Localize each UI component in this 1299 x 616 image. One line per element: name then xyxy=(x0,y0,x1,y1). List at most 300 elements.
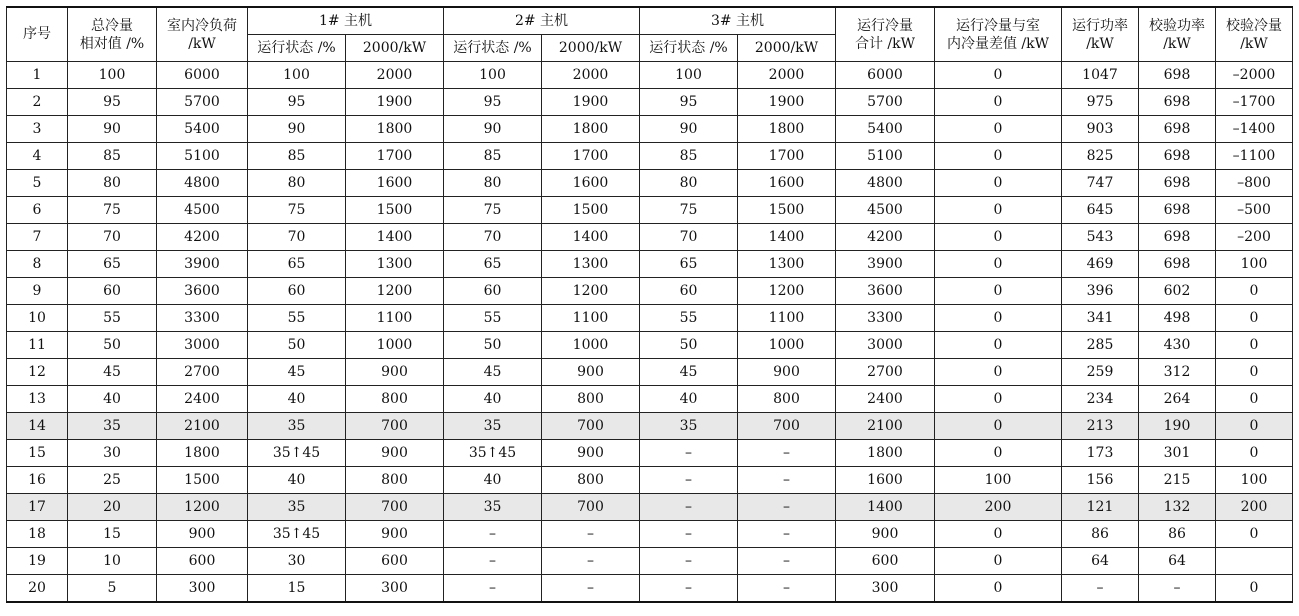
table-cell: 0 xyxy=(935,278,1062,305)
table-cell: 1800 xyxy=(836,440,935,467)
table-cell: 75 xyxy=(248,197,346,224)
table-cell: – xyxy=(640,521,738,548)
table-cell: 600 xyxy=(346,548,444,575)
table-cell: 3600 xyxy=(157,278,248,305)
table-cell: –1400 xyxy=(1216,116,1293,143)
table-cell: 14 xyxy=(7,413,68,440)
table-cell: 5700 xyxy=(836,89,935,116)
table-cell: 80 xyxy=(640,170,738,197)
table-cell: 95 xyxy=(68,89,157,116)
table-cell: 45 xyxy=(248,359,346,386)
table-cell: 1700 xyxy=(542,143,640,170)
table-cell: 1100 xyxy=(738,305,836,332)
table-cell: 75 xyxy=(444,197,542,224)
table-cell: 50 xyxy=(68,332,157,359)
table-cell: 1200 xyxy=(157,494,248,521)
table-cell: 90 xyxy=(640,116,738,143)
table-cell: 700 xyxy=(346,494,444,521)
table-cell: 1900 xyxy=(346,89,444,116)
table-cell: 173 xyxy=(1062,440,1139,467)
table-cell: 13 xyxy=(7,386,68,413)
table-cell: – xyxy=(444,575,542,603)
table-cell: – xyxy=(738,494,836,521)
table-cell: 900 xyxy=(346,359,444,386)
table-cell: – xyxy=(640,575,738,603)
table-cell: 2000 xyxy=(542,62,640,89)
table-cell: 6 xyxy=(7,197,68,224)
table-cell: 0 xyxy=(1216,359,1293,386)
header-unit-3-capacity: 2000/kW xyxy=(738,35,836,62)
table-cell: 3 xyxy=(7,116,68,143)
table-cell: 80 xyxy=(444,170,542,197)
table-cell: 1000 xyxy=(738,332,836,359)
table-cell: 3900 xyxy=(836,251,935,278)
table-cell: 0 xyxy=(935,89,1062,116)
table-cell: 900 xyxy=(346,521,444,548)
table-cell: 35 xyxy=(68,413,157,440)
table-cell: 1700 xyxy=(738,143,836,170)
table-cell: – xyxy=(1062,575,1139,603)
table-cell: 300 xyxy=(346,575,444,603)
table-cell: 600 xyxy=(836,548,935,575)
table-cell: 40 xyxy=(248,467,346,494)
table-cell: – xyxy=(1139,575,1216,603)
table-cell: 0 xyxy=(1216,440,1293,467)
table-cell: 215 xyxy=(1139,467,1216,494)
table-cell: 95 xyxy=(444,89,542,116)
table-cell: 11 xyxy=(7,332,68,359)
table-body xyxy=(7,62,1293,603)
table-cell: 5 xyxy=(7,170,68,197)
table-cell: 1700 xyxy=(346,143,444,170)
table-cell: 17 xyxy=(7,494,68,521)
table-cell: 64 xyxy=(1062,548,1139,575)
table-cell: 10 xyxy=(7,305,68,332)
table-cell: 0 xyxy=(935,575,1062,603)
table-cell: 30 xyxy=(68,440,157,467)
table-cell: 234 xyxy=(1062,386,1139,413)
table-cell: 312 xyxy=(1139,359,1216,386)
table-cell: 40 xyxy=(248,386,346,413)
table-cell: 1300 xyxy=(542,251,640,278)
table-cell: 1100 xyxy=(542,305,640,332)
table-cell: 20 xyxy=(68,494,157,521)
table-cell: 900 xyxy=(157,521,248,548)
table-cell: 85 xyxy=(248,143,346,170)
table-cell: 90 xyxy=(444,116,542,143)
table-cell: 75 xyxy=(640,197,738,224)
table-cell: 5700 xyxy=(157,89,248,116)
table-cell: –200 xyxy=(1216,224,1293,251)
table-row xyxy=(7,62,1293,89)
table-cell: 35↑45 xyxy=(444,440,542,467)
table-cell: 55 xyxy=(444,305,542,332)
table-cell: – xyxy=(640,467,738,494)
table-cell: 132 xyxy=(1139,494,1216,521)
table-cell: 213 xyxy=(1062,413,1139,440)
table-cell: 55 xyxy=(68,305,157,332)
table-cell: 15 xyxy=(7,440,68,467)
table-cell: 1600 xyxy=(738,170,836,197)
table-cell: 40 xyxy=(68,386,157,413)
table-cell: 1900 xyxy=(542,89,640,116)
table-cell: 8 xyxy=(7,251,68,278)
table-cell: 645 xyxy=(1062,197,1139,224)
table-cell: 25 xyxy=(68,467,157,494)
table-cell: 698 xyxy=(1139,170,1216,197)
table-cell: – xyxy=(542,575,640,603)
table-cell: 1200 xyxy=(738,278,836,305)
table-row xyxy=(7,197,1293,224)
table-cell: 86 xyxy=(1139,521,1216,548)
table-cell: 498 xyxy=(1139,305,1216,332)
table-cell: 200 xyxy=(935,494,1062,521)
table-cell: 800 xyxy=(738,386,836,413)
table-cell: 4200 xyxy=(836,224,935,251)
table-cell: 200 xyxy=(1216,494,1293,521)
table-row xyxy=(7,467,1293,494)
table-cell: 469 xyxy=(1062,251,1139,278)
table-cell: 100 xyxy=(1216,251,1293,278)
table-row xyxy=(7,494,1293,521)
table-cell: 16 xyxy=(7,467,68,494)
table-cell: 0 xyxy=(935,386,1062,413)
table-cell: –1700 xyxy=(1216,89,1293,116)
table-cell: 100 xyxy=(248,62,346,89)
table-cell: 1500 xyxy=(542,197,640,224)
table-cell: 190 xyxy=(1139,413,1216,440)
table-row xyxy=(7,548,1293,575)
table-cell: 700 xyxy=(542,494,640,521)
header-running-power: 运行功率 /kW xyxy=(1062,7,1139,62)
table-cell: 2 xyxy=(7,89,68,116)
table-row xyxy=(7,278,1293,305)
table-cell: 100 xyxy=(1216,467,1293,494)
header-unit-2-status: 运行状态 /% xyxy=(444,35,542,62)
table-cell: 65 xyxy=(68,251,157,278)
table-cell: – xyxy=(738,521,836,548)
table-cell: 6000 xyxy=(836,62,935,89)
table-cell: 4500 xyxy=(157,197,248,224)
table-cell: 0 xyxy=(935,440,1062,467)
table-cell: 40 xyxy=(444,467,542,494)
table-cell: 300 xyxy=(836,575,935,603)
table-cell: 95 xyxy=(248,89,346,116)
table-cell: 341 xyxy=(1062,305,1139,332)
table-cell: 2400 xyxy=(157,386,248,413)
table-cell: 1500 xyxy=(738,197,836,224)
table-cell: 0 xyxy=(1216,305,1293,332)
table-row xyxy=(7,89,1293,116)
table-cell: 55 xyxy=(640,305,738,332)
table-cell: – xyxy=(542,521,640,548)
table-cell: 0 xyxy=(1216,521,1293,548)
chiller-table xyxy=(6,6,1293,603)
table-cell: 1000 xyxy=(346,332,444,359)
table-cell: 85 xyxy=(444,143,542,170)
table-cell: 0 xyxy=(935,224,1062,251)
table-cell: 45 xyxy=(640,359,738,386)
table-cell: 0 xyxy=(935,359,1062,386)
table-cell: 900 xyxy=(346,440,444,467)
table-cell: 35 xyxy=(444,413,542,440)
table-cell: 5100 xyxy=(836,143,935,170)
table-cell: 1400 xyxy=(836,494,935,521)
table-cell: 2000 xyxy=(738,62,836,89)
table-cell: 40 xyxy=(444,386,542,413)
table-cell: – xyxy=(444,548,542,575)
header-index: 序号 xyxy=(7,7,68,62)
table-cell: 698 xyxy=(1139,197,1216,224)
table-cell: 3600 xyxy=(836,278,935,305)
table-cell: – xyxy=(738,440,836,467)
table-cell: 259 xyxy=(1062,359,1139,386)
table-cell: 1600 xyxy=(836,467,935,494)
table-cell: 700 xyxy=(346,413,444,440)
table-cell: 100 xyxy=(68,62,157,89)
table-cell: 430 xyxy=(1139,332,1216,359)
table-cell: 9 xyxy=(7,278,68,305)
table-cell: 30 xyxy=(248,548,346,575)
header-unit-3: 3# 主机 xyxy=(640,7,836,35)
table-cell: 5100 xyxy=(157,143,248,170)
table-cell: 64 xyxy=(1139,548,1216,575)
table-cell: 35↑45 xyxy=(248,440,346,467)
table-cell: 55 xyxy=(248,305,346,332)
table-cell: – xyxy=(640,494,738,521)
table-cell: 60 xyxy=(68,278,157,305)
table-cell: 2400 xyxy=(836,386,935,413)
table-cell: 50 xyxy=(444,332,542,359)
table-cell: 700 xyxy=(738,413,836,440)
table-cell: –1100 xyxy=(1216,143,1293,170)
header-check-cooling: 校验冷量 /kW xyxy=(1216,7,1293,62)
table-cell: 543 xyxy=(1062,224,1139,251)
table-cell: 2100 xyxy=(157,413,248,440)
table-cell: 121 xyxy=(1062,494,1139,521)
table-cell: 1800 xyxy=(542,116,640,143)
table-cell: – xyxy=(738,548,836,575)
table-cell: 100 xyxy=(640,62,738,89)
table-cell: 35 xyxy=(248,413,346,440)
table-cell: 7 xyxy=(7,224,68,251)
table-cell: 156 xyxy=(1062,467,1139,494)
table-row xyxy=(7,224,1293,251)
table-cell: 1800 xyxy=(157,440,248,467)
table-cell: 800 xyxy=(346,386,444,413)
table-cell xyxy=(1216,548,1293,575)
table-cell: 698 xyxy=(1139,62,1216,89)
table-cell: 1400 xyxy=(542,224,640,251)
table-cell: 6000 xyxy=(157,62,248,89)
table-row xyxy=(7,359,1293,386)
table-cell: 903 xyxy=(1062,116,1139,143)
table-cell: 747 xyxy=(1062,170,1139,197)
table-cell: 4800 xyxy=(836,170,935,197)
table-cell: 0 xyxy=(935,413,1062,440)
table-cell: 3000 xyxy=(157,332,248,359)
table-cell: 1047 xyxy=(1062,62,1139,89)
table-cell: 90 xyxy=(68,116,157,143)
table-cell: 285 xyxy=(1062,332,1139,359)
table-cell: 800 xyxy=(346,467,444,494)
table-cell: 0 xyxy=(1216,278,1293,305)
table-cell: 0 xyxy=(935,251,1062,278)
table-cell: 60 xyxy=(444,278,542,305)
table-cell: 85 xyxy=(68,143,157,170)
table-cell: – xyxy=(738,575,836,603)
table-cell: 1800 xyxy=(346,116,444,143)
table-row xyxy=(7,332,1293,359)
table-cell: 0 xyxy=(1216,386,1293,413)
table-cell: 19 xyxy=(7,548,68,575)
table-cell: 100 xyxy=(444,62,542,89)
table-cell: 4200 xyxy=(157,224,248,251)
table-row xyxy=(7,521,1293,548)
table-cell: 264 xyxy=(1139,386,1216,413)
header-relative: 总冷量 相对值 /% xyxy=(68,7,157,62)
table-cell: 0 xyxy=(935,197,1062,224)
table-cell: 18 xyxy=(7,521,68,548)
table-cell: 3300 xyxy=(157,305,248,332)
header-unit-1-status: 运行状态 /% xyxy=(248,35,346,62)
table-cell: 40 xyxy=(640,386,738,413)
table-cell: 86 xyxy=(1062,521,1139,548)
table-cell: –800 xyxy=(1216,170,1293,197)
table-cell: 3900 xyxy=(157,251,248,278)
table-cell: 301 xyxy=(1139,440,1216,467)
table-cell: – xyxy=(738,467,836,494)
table-cell: 45 xyxy=(444,359,542,386)
table-cell: – xyxy=(640,440,738,467)
table-cell: 1200 xyxy=(542,278,640,305)
table-row xyxy=(7,386,1293,413)
table-cell: 0 xyxy=(935,332,1062,359)
table-cell: 0 xyxy=(935,116,1062,143)
table-cell: 1300 xyxy=(346,251,444,278)
table-cell: 4500 xyxy=(836,197,935,224)
header-unit-1-capacity: 2000/kW xyxy=(346,35,444,62)
header-total-cooling: 运行冷量 合计 /kW xyxy=(836,7,935,62)
table-cell: 35↑45 xyxy=(248,521,346,548)
table-cell: 0 xyxy=(935,170,1062,197)
table-cell: 698 xyxy=(1139,116,1216,143)
table-cell: 10 xyxy=(68,548,157,575)
table-cell: – xyxy=(640,548,738,575)
table-cell: 20 xyxy=(7,575,68,603)
table-cell: 75 xyxy=(68,197,157,224)
header-unit-3-status: 运行状态 /% xyxy=(640,35,738,62)
table-cell: 95 xyxy=(640,89,738,116)
table-cell: 1 xyxy=(7,62,68,89)
header-cooling-diff: 运行冷量与室 内冷量差值 /kW xyxy=(935,7,1062,62)
table-cell: 50 xyxy=(248,332,346,359)
table-cell: 5400 xyxy=(157,116,248,143)
table-cell: 80 xyxy=(248,170,346,197)
table-cell: 35 xyxy=(640,413,738,440)
table-row xyxy=(7,413,1293,440)
table-cell: 900 xyxy=(738,359,836,386)
table-cell: 100 xyxy=(935,467,1062,494)
table-cell: – xyxy=(542,548,640,575)
table-cell: 900 xyxy=(542,440,640,467)
table-cell: 80 xyxy=(68,170,157,197)
table-cell: 2100 xyxy=(836,413,935,440)
table-cell: 65 xyxy=(640,251,738,278)
table-cell: 1000 xyxy=(542,332,640,359)
table-cell: 800 xyxy=(542,386,640,413)
table-cell: 65 xyxy=(248,251,346,278)
table-cell: 4 xyxy=(7,143,68,170)
table-cell: –500 xyxy=(1216,197,1293,224)
table-cell: 70 xyxy=(68,224,157,251)
table-cell: 698 xyxy=(1139,89,1216,116)
table-cell: 700 xyxy=(542,413,640,440)
table-cell: 70 xyxy=(444,224,542,251)
table-cell: 0 xyxy=(935,305,1062,332)
table-cell: 1400 xyxy=(346,224,444,251)
table-row xyxy=(7,305,1293,332)
table-row xyxy=(7,575,1293,603)
table-cell: 1100 xyxy=(346,305,444,332)
table-row xyxy=(7,143,1293,170)
table-cell: 600 xyxy=(157,548,248,575)
table-cell: 2700 xyxy=(157,359,248,386)
header-unit-2-capacity: 2000/kW xyxy=(542,35,640,62)
header-unit-2: 2# 主机 xyxy=(444,7,640,35)
table-cell: 825 xyxy=(1062,143,1139,170)
table-cell: 0 xyxy=(935,143,1062,170)
table-cell: 50 xyxy=(640,332,738,359)
table-cell: 35 xyxy=(248,494,346,521)
table-cell: 0 xyxy=(1216,413,1293,440)
table-cell: 1200 xyxy=(346,278,444,305)
table-cell: 85 xyxy=(640,143,738,170)
table-cell: 800 xyxy=(542,467,640,494)
table-cell: 90 xyxy=(248,116,346,143)
table-cell: 1500 xyxy=(157,467,248,494)
table-cell: 1400 xyxy=(738,224,836,251)
table-cell: 45 xyxy=(68,359,157,386)
table-cell: 0 xyxy=(935,62,1062,89)
table-cell: 396 xyxy=(1062,278,1139,305)
table-cell: 1600 xyxy=(542,170,640,197)
table-cell: 698 xyxy=(1139,224,1216,251)
table-cell: 300 xyxy=(157,575,248,603)
table-cell: – xyxy=(444,521,542,548)
table-cell: 0 xyxy=(935,548,1062,575)
table-cell: 15 xyxy=(68,521,157,548)
table-cell: 60 xyxy=(248,278,346,305)
table-cell: 3300 xyxy=(836,305,935,332)
table-cell: 900 xyxy=(542,359,640,386)
table-cell: –2000 xyxy=(1216,62,1293,89)
table-cell: 65 xyxy=(444,251,542,278)
table-cell: 1300 xyxy=(738,251,836,278)
header-indoor-load: 室内冷负荷 /kW xyxy=(157,7,248,62)
table-cell: 60 xyxy=(640,278,738,305)
table-cell: 975 xyxy=(1062,89,1139,116)
table-cell: 602 xyxy=(1139,278,1216,305)
table-cell: 0 xyxy=(1216,332,1293,359)
table-cell: 1500 xyxy=(346,197,444,224)
table-cell: 2700 xyxy=(836,359,935,386)
table-cell: 0 xyxy=(935,521,1062,548)
table-cell: 1800 xyxy=(738,116,836,143)
table-row xyxy=(7,116,1293,143)
table-row xyxy=(7,170,1293,197)
table-cell: 5400 xyxy=(836,116,935,143)
